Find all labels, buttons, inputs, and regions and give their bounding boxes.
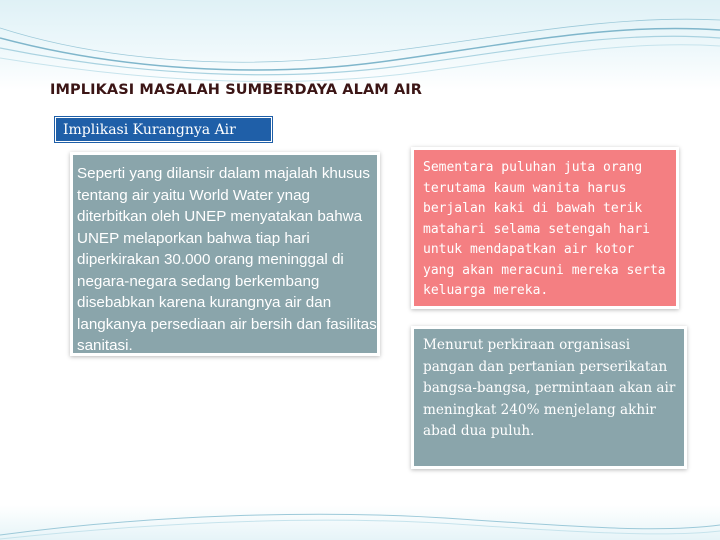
page-title: IMPLIKASI MASALAH SUMBERDAYA ALAM AIR: [50, 82, 423, 98]
left-info-card-text: Seperti yang dilansir dalam majalah khusus tentang air yaitu World Water ynag diterbitkan oleh UNEP menyatakan bahwa UNEP melaporkan bahwa tiap hari diperkirakan 30.000 orang meninggal di negara-negara sedang berkembang disebabkan karena kurangnya air dan langkanya persediaan air bersih dan fasilitas sanitasi.: [77, 165, 377, 354]
section-subtitle-badge: Implikasi Kurangnya Air: [55, 117, 272, 142]
top-wave-decoration: [0, 0, 720, 90]
right-top-info-card-text: Sementara puluhan juta orang terutama kaum wanita harus berjalan kaki di bawah terik matahari selama setengah hari untuk mendapatkan air kotor yang akan meracuni mereka serta keluarga mereka.: [423, 160, 666, 298]
right-bottom-info-card: [411, 326, 687, 469]
bottom-wave-decoration: [0, 505, 720, 540]
right-bottom-info-card-text: Menurut perkiraan organisasi pangan dan pertanian perserikatan bangsa-bangsa, permintaan akan air meningkat 240% menjelang akhir abad dua puluh.: [423, 337, 676, 440]
right-top-info-card: [411, 147, 679, 309]
